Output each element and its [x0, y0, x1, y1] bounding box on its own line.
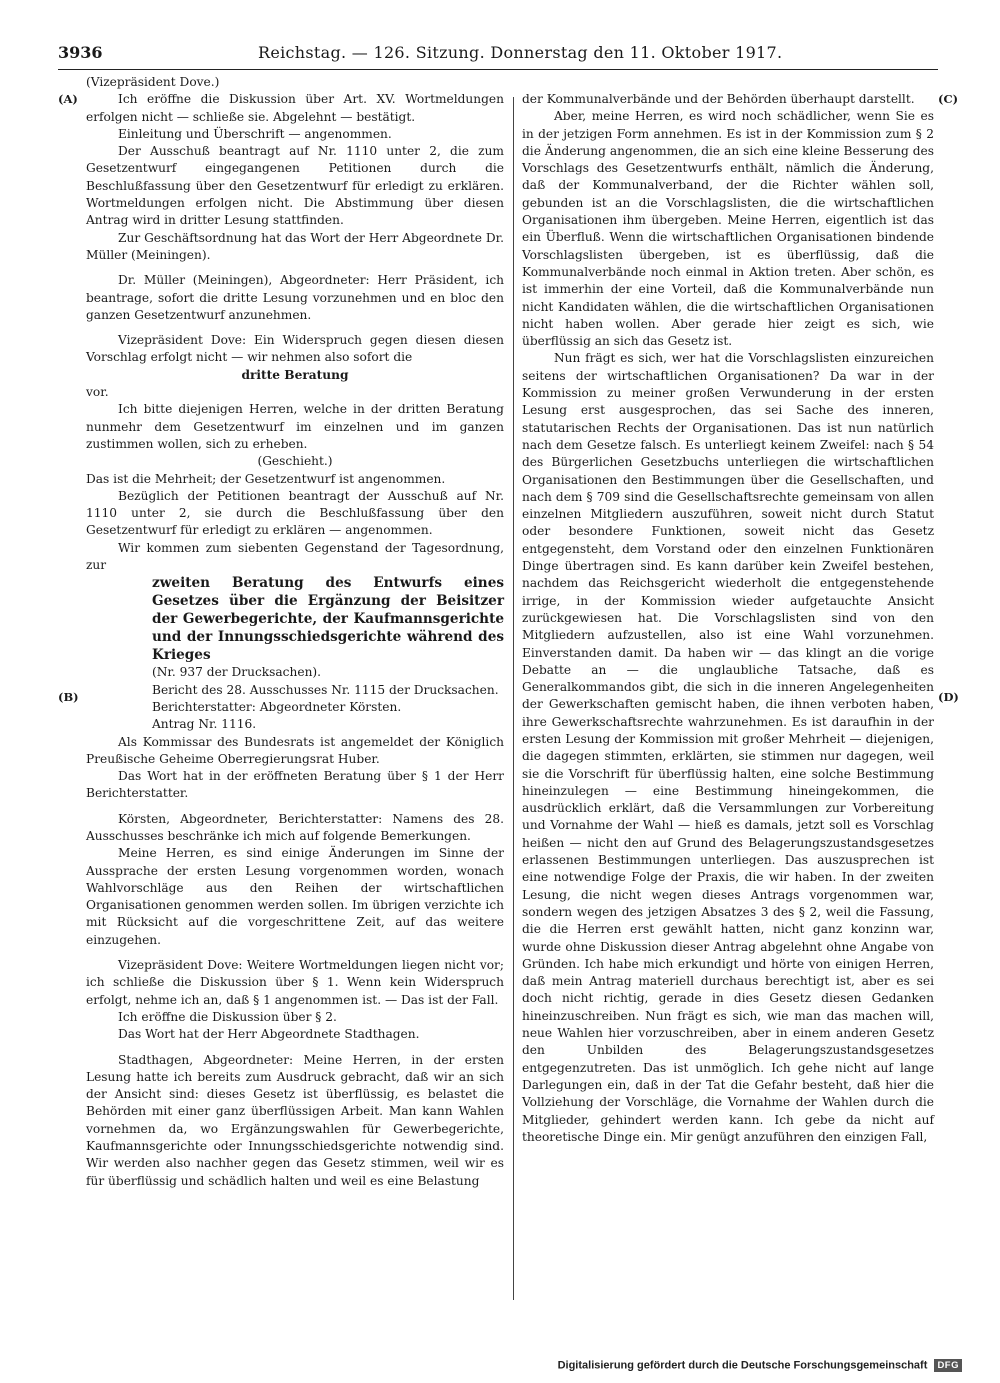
- paragraph: Stadthagen, Abgeordneter: Meine Herren, in der ersten Lesung hatte ich bereits zum Ausdruck gebracht, daß wir an sich der Ansicht sind: dieses Gesetz ist überflüssig, es belastet die Behörden mit einer ganz überflüssigen Arbeit. Man kann Wahlen vornehmen da, wo Ergänzungswahlen für Gewerbegerichte, Kaufmannsgerichte oder Innungsschiedsgerichte notwendig sind. Wir werden also nachher gegen das Gesetz stimmen, weil wir es für überflüssig und schädlich halten und weil es eine Belastung: [86, 1052, 504, 1188]
- paragraph: Vizepräsident Dove: Ein Widerspruch gegen diesen diesen Vorschlag erfolgt nicht — wir nehmen also sofort die: [86, 333, 504, 365]
- credit-text: Digitalisierung gefördert durch die Deutsche Forschungsgemeinschaft: [557, 1359, 928, 1372]
- paragraph: Das ist die Mehrheit; der Gesetzentwurf ist angenommen.: [86, 471, 446, 486]
- speaker-note: (Vizepräsident Dove.): [86, 75, 220, 89]
- paragraph: der Kommunalverbände und der Behörden überhaupt darstellt.: [522, 92, 915, 106]
- paragraph: Wir kommen zum siebenten Gegenstand der Tagesordnung, zur: [86, 540, 504, 573]
- paragraph: Antrag Nr. 1116.: [152, 717, 257, 732]
- paragraph: Meine Herren, es sind einige Änderungen im Sinne der Aussprache der ersten Lesung vorgenommen worden, wonach Wahlvorschläge aus den Reihen der wirtschaftlichen Organisationen genommen werden sollen. Im übrigen verzichte ich mit Rücksicht auf die vorgeschrittene Zeit, auf das weitere einzugehen.: [86, 846, 504, 947]
- page-title: Reichstag. — 126. Sitzung. Donnerstag den 11. Oktober 1917.: [258, 43, 783, 62]
- page-header: [58, 43, 938, 70]
- left-column: [86, 74, 504, 1190]
- paragraph: (Nr. 937 der Drucksachen).: [152, 665, 322, 680]
- paragraph: Bezüglich der Petitionen beantragt der Ausschuß auf Nr. 1110 unter 2, sie durch die Beschlußfassung über den Gesetzentwurf für erledigt zu erklären — angenommen.: [86, 488, 504, 538]
- paragraph: Als Kommissar des Bundesrats ist angemeldet der Königlich Preußische Geheime Oberregierungsrat Huber.: [86, 734, 504, 766]
- dfg-logo: DFG: [934, 1359, 962, 1372]
- margin-mark-a: (A): [58, 92, 78, 106]
- margin-mark-b: (B): [58, 690, 79, 704]
- paragraph: Zur Geschäftsordnung hat das Wort der Herr Abgeordnete Dr. Müller (Meiningen).: [86, 230, 504, 262]
- paragraph: vor.: [86, 385, 109, 400]
- right-column: [522, 91, 934, 1146]
- paragraph: Das Wort hat in der eröffneten Beratung über § 1 der Herr Berichterstatter.: [86, 769, 504, 801]
- paragraph: Bericht des 28. Ausschusses Nr. 1115 der Drucksachen.: [152, 682, 499, 697]
- margin-mark-d: (D): [938, 690, 959, 704]
- section-heading: dritte Beratung: [241, 367, 349, 382]
- column-divider: [513, 97, 514, 1300]
- paragraph: Ich bitte diejenigen Herren, welche in der dritten Beratung nunmehr dem Gesetzentwurf im einzelnen und im ganzen zustimmen wollen, sich zu erheben.: [86, 402, 504, 451]
- paragraph: Ich eröffne die Diskussion über § 2.: [118, 1009, 337, 1024]
- paragraph: (Geschieht.): [257, 454, 333, 469]
- paragraph: Das Wort hat der Herr Abgeordnete Stadthagen.: [118, 1027, 420, 1042]
- digitization-credit: [558, 1359, 962, 1372]
- paragraph: Körsten, Abgeordneter, Berichterstatter: Namens des 28. Ausschusses beschränke ich mich auf folgende Bemerkungen.: [86, 811, 504, 843]
- agenda-heading: zweiten Beratung des Entwurfs eines Gesetzes über die Ergänzung der Beisitzer der Gewerbegerichte, der Kaufmannsgerichte und der Innungsschiedsgerichte während des Krieges: [152, 575, 504, 664]
- page-number: 3936: [58, 43, 103, 62]
- paragraph: Berichterstatter: Abgeordneter Körsten.: [152, 699, 402, 714]
- paragraph: Der Ausschuß beantragt auf Nr. 1110 unter 2, die zum Gesetzentwurf eingegangenen Petitionen durch die Beschlußfassung über den Gesetzentwurf für erledigt zu erklären. Wortmeldungen erfolgen nicht. Die Abstimmung über diesen Antrag wird in dritter Lesung stattfinden.: [86, 144, 504, 228]
- paragraph: Aber, meine Herren, es wird noch schädlicher, wenn Sie es in der jetzigen Form annehmen. Es ist in der Kommission zum § 2 die Änderung angenommen, die an sich eine kleine Besserung des Vorschlags des Gesetzentwurfs enthält, nämlich die Änderung, daß der Kommunalverband, der die Richter wählen soll, gebunden ist an die Vorschlagslisten, die die wirtschaftlichen Organisationen ihm übergeben. Meine Herren, eigentlich ist das ein Überfluß. Wenn die wirtschaftlichen Organisationen bindende Vorschlagslisten übergeben, ist es überflüssig, daß die Kommunalverbände noch einmal in Aktion treten. Aber schön, es ist immerhin der eine Vorteil, daß die Kommunalverbände nun nicht Kandidaten wählen, die die wirtschaftlichen Organisationen nicht haben wollen. Aber gerade hier zeigt es sich, wie überflüssig an sich das Gesetz ist.: [522, 109, 934, 349]
- paragraph: Dr. Müller (Meiningen), Abgeordneter: Herr Präsident, ich beantrage, sofort die dritte Lesung vorzunehmen und en bloc den ganzen Gesetzentwurf anzunehmen.: [86, 273, 504, 322]
- margin-mark-c: (C): [938, 92, 959, 106]
- paragraph: Vizepräsident Dove: Weitere Wortmeldungen liegen nicht vor; ich schließe die Diskussion über § 1. Wenn kein Widerspruch erfolgt, nehme ich an, daß § 1 angenommen ist. — Das ist der Fall.: [86, 958, 504, 1007]
- paragraph: Einleitung und Überschrift — angenommen.: [118, 126, 392, 141]
- paragraph: Nun frägt es sich, wer hat die Vorschlagslisten einzureichen seitens der wirtschaftlichen Organisationen? Da war in der Kommission zu meiner großen Verwunderung in der ersten Lesung erst ausgesprochen, das sei Sache des inneren, statutarischen Rechts der Organisationen. Das ist nun natürlich nach dem Gesetze falsch. Es unterliegt keinem Zweifel: nach § 54 des Bürgerlichen Gesetzbuchs unterliegen die wirtschaftlichen Organisationen den Bestimmungen über die Gesellschaften, und nach dem § 709 sind die Gesellschaftsrechte gemeinsam von allen einzelnen Mitgliedern auszuführen, soweit nicht durch Statut oder besondere Funktionen, soweit nicht das Gesetz entgegensteht, dem Vorstand oder den einzelnen Funktionären Dinge übertragen sind. Es kann darüber kein Zweifel bestehen, nachdem das Reichsgericht wiederholt die entgegenstehende irrige, in der Kommission wieder aufgetauchte Ansicht zurückgewiesen hat. Die Vorschlagslisten sind von den Mitgliedern aufzustellen, also ist eine Wahl vorzunehmen. Einverstanden damit. Da haben wir — das klingt an die vorige Debatte an — die unglaubliche Tatsache, daß es Generalkommandos gibt, die sich in die inneren Angelegenheiten der Gewerkschaften gemischt haben, die ihnen verboten haben, ihre Gewerkschaftsrechte wahrzunehmen. Es ist daraufhin in der ersten Lesung der Kommission mit großer Mehrheit — diejenigen, die dagegen stimmten, erklärten, sie stimmen nur dagegen, weil sie die Vorschrift für überflüssig halten, eine solche Bestimmung hineinzulegen — eine Bestimmung hineingekommen, die ausdrücklich erklärt, daß die Versammlungen zur Vorbereitung und Vornahme der Wahl — hieß es damals, jetzt soll es Vorschlag heißen — nicht den auf Grund des Belagerungszustandsgesetzes erlassenen Bestimmungen unterliegen. Das auszusprechen ist eine notwendige Folge der Praxis, die wir haben. In der zweiten Lesung, die nicht wegen dieses Antrags vorgenommen war, sondern wegen des jetzigen Absatzes 3 des § 2, weil die Fassung, die die Herren erst gewählt hatten, nicht ganz konzinn war, wurde ohne Diskussion dieser Antrag abgelehnt ohne Angabe von Gründen. Ich habe mich erkundigt und hörte von einigen Herren, daß mein Antrag materiell durchaus berechtigt ist, aber es sei doch nicht richtig, gerade in dies Gesetz diesen Gedanken hineinzuschreiben. Nun frägt es sich, wie man das machen will, neue Wahlen hier vorzuschreiben, aber in einem anderen Gesetz den Unbilden des Belagerungszustandsgesetzes entgegenzutreten. Das ist unmöglich. Ich gehe nicht auf lange Darlegungen ein, daß in der Tat die Gefahr besteht, daß hier die Vollziehung der Vorschläge, die Vornahme der Wahlen durch die Mitglieder, gehindert werden kann. Ich gebe da nicht auf theoretische Dinge ein. Mir genügt anzuführen den einzigen Fall,: [522, 351, 934, 1144]
- paragraph: Ich eröffne die Diskussion über Art. XV. Wortmeldungen erfolgen nicht — schließe sie. Abgelehnt — bestätigt.: [86, 92, 504, 124]
